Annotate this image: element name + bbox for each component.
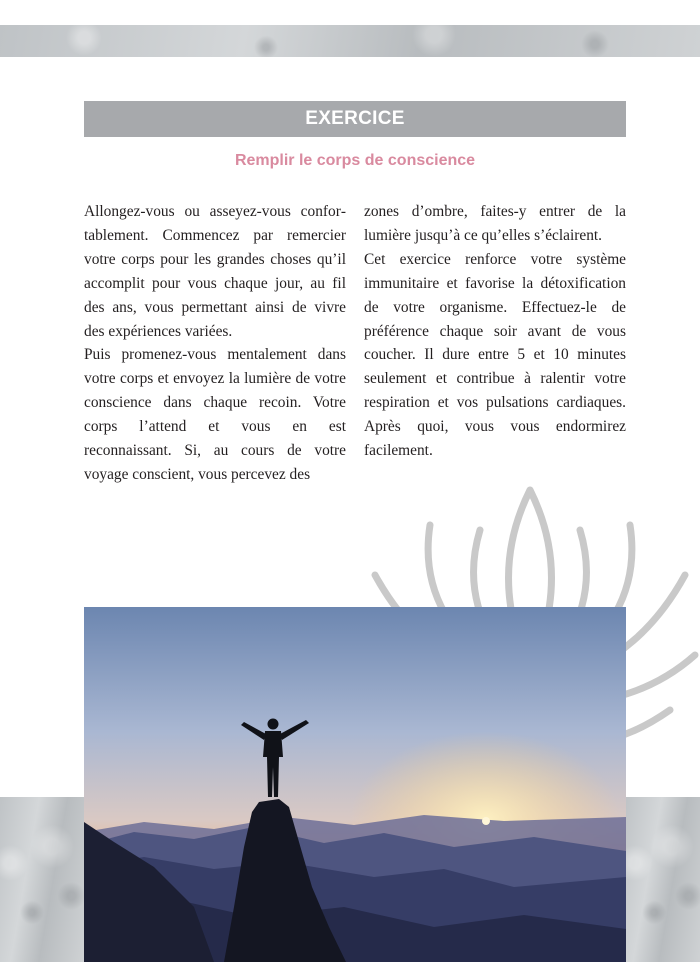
paragraph: zones d’ombre, faites-y entrer de la lumière jusqu’à ce qu’elles s’éclairent.	[364, 203, 626, 244]
text-column-left	[84, 200, 346, 487]
paragraph: Allongez-vous ou asseyez-vous confortablement. Commencez par remercier votre corps pour les grandes choses qu’il accomplit pour vous chaque jour, au fil des ans, vous permettant ainsi de vivre des expériences variées.	[84, 203, 346, 340]
mountain-sunset-photo	[84, 607, 626, 962]
paragraph: Puis promenez-vous mentalement dans votre corps et envoyez la lumière de votre conscience dans chaque recoin. Votre corps l’attend et vous en est reconnaissant. Si, au cours de votre voyage conscient, vous percevez des	[84, 346, 346, 483]
stone-texture-left-block	[0, 797, 84, 962]
stone-texture-right-block	[626, 797, 700, 962]
paragraph: Cet exercice renforce votre système immunitaire et favorise la détoxification de votre organisme. Effectuez-le de préférence chaque soir avant de vous coucher. Il dure entre 5 et 10 minutes seulement et contribue à ralentir votre respiration et vos pulsations cardiaques. Après quoi, vous vous endormirez facilement.	[364, 250, 626, 460]
text-column-right	[364, 200, 626, 463]
exercise-banner	[84, 101, 626, 137]
stone-texture-top-band	[0, 25, 700, 57]
banner-title: EXERCICE	[305, 108, 405, 129]
exercise-subtitle: Remplir le corps de conscience	[234, 152, 476, 169]
